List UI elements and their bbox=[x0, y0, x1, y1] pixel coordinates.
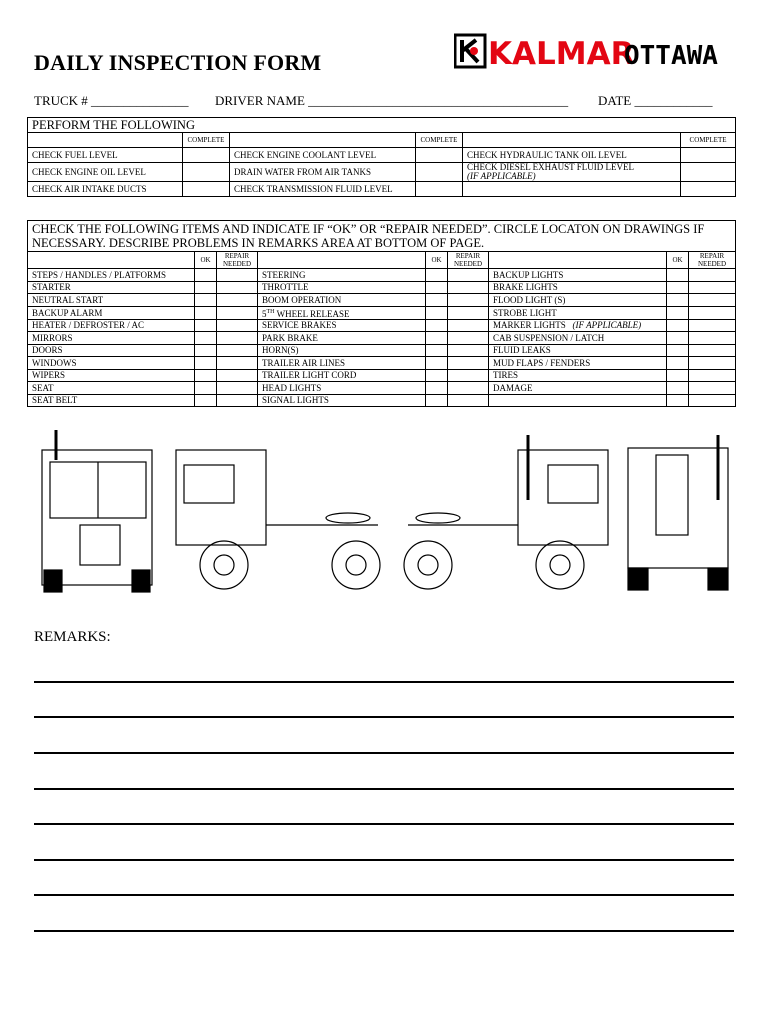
ok-checkbox[interactable] bbox=[667, 394, 689, 407]
ok-checkbox[interactable] bbox=[426, 269, 448, 282]
check-item-label: PARK BRAKE bbox=[258, 332, 426, 345]
ok-checkbox[interactable] bbox=[195, 269, 217, 282]
check-item-label: WIPERS bbox=[28, 369, 195, 382]
repair-checkbox[interactable] bbox=[689, 369, 736, 382]
check-item-label: BOOM OPERATION bbox=[258, 294, 426, 307]
truck-side-view-right bbox=[404, 435, 608, 589]
ok-checkbox[interactable] bbox=[426, 357, 448, 370]
repair-checkbox[interactable] bbox=[217, 344, 258, 357]
remarks-line[interactable] bbox=[34, 930, 734, 932]
repair-needed-header: REPAIR NEEDED bbox=[689, 252, 736, 269]
repair-checkbox[interactable] bbox=[448, 269, 489, 282]
task-label: CHECK TRANSMISSION FLUID LEVEL bbox=[230, 182, 416, 197]
ok-checkbox[interactable] bbox=[667, 269, 689, 282]
check-item-label: HORN(S) bbox=[258, 344, 426, 357]
check-item-label: SIGNAL LIGHTS bbox=[258, 394, 426, 407]
ok-checkbox[interactable] bbox=[667, 319, 689, 332]
complete-checkbox[interactable] bbox=[183, 163, 230, 182]
check-item-label: WINDOWS bbox=[28, 357, 195, 370]
ok-header: OK bbox=[195, 252, 217, 269]
repair-checkbox[interactable] bbox=[217, 332, 258, 345]
repair-checkbox[interactable] bbox=[448, 357, 489, 370]
check-item-label: STEPS / HANDLES / PLATFORMS bbox=[28, 269, 195, 282]
check-item-label: BACKUP LIGHTS bbox=[489, 269, 667, 282]
repair-checkbox[interactable] bbox=[689, 357, 736, 370]
complete-header: COMPLETE bbox=[416, 133, 463, 148]
check-item-label: SERVICE BRAKES bbox=[258, 319, 426, 332]
check-item-label: 5TH WHEEL RELEASE bbox=[258, 306, 426, 319]
repair-checkbox[interactable] bbox=[448, 306, 489, 319]
ok-checkbox[interactable] bbox=[195, 294, 217, 307]
repair-checkbox[interactable] bbox=[448, 344, 489, 357]
remarks-line[interactable] bbox=[34, 788, 734, 790]
truck-side-view-left bbox=[176, 450, 380, 589]
repair-checkbox[interactable] bbox=[448, 382, 489, 395]
remarks-line[interactable] bbox=[34, 859, 734, 861]
check-item-label: MIRRORS bbox=[28, 332, 195, 345]
remarks-line[interactable] bbox=[34, 894, 734, 896]
task-label: CHECK AIR INTAKE DUCTS bbox=[28, 182, 183, 197]
check-item-label: DOORS bbox=[28, 344, 195, 357]
ok-checkbox[interactable] bbox=[195, 344, 217, 357]
form-title: DAILY INSPECTION FORM bbox=[34, 50, 322, 75]
ok-checkbox[interactable] bbox=[195, 332, 217, 345]
complete-header: COMPLETE bbox=[681, 133, 736, 148]
logo-brand: KALMAR bbox=[488, 36, 635, 72]
repair-checkbox[interactable] bbox=[217, 319, 258, 332]
repair-checkbox[interactable] bbox=[689, 344, 736, 357]
ok-checkbox[interactable] bbox=[667, 369, 689, 382]
check-item-label: DAMAGE bbox=[489, 382, 667, 395]
ok-checkbox[interactable] bbox=[667, 281, 689, 294]
table-row bbox=[28, 369, 736, 382]
repair-checkbox[interactable] bbox=[217, 306, 258, 319]
complete-checkbox[interactable] bbox=[681, 163, 736, 182]
task-label: CHECK ENGINE COOLANT LEVEL bbox=[230, 148, 416, 163]
remarks-line[interactable] bbox=[34, 823, 734, 825]
remarks-label: REMARKS: bbox=[34, 629, 111, 645]
complete-checkbox[interactable] bbox=[416, 163, 463, 182]
check-item-label: TRAILER AIR LINES bbox=[258, 357, 426, 370]
ok-header: OK bbox=[667, 252, 689, 269]
check-item-label: BRAKE LIGHTS bbox=[489, 281, 667, 294]
kalmar-logo bbox=[454, 32, 720, 72]
date-field[interactable]: DATE ____________ bbox=[598, 93, 713, 108]
repair-checkbox[interactable] bbox=[689, 319, 736, 332]
ok-checkbox[interactable] bbox=[667, 344, 689, 357]
repair-checkbox[interactable] bbox=[217, 269, 258, 282]
ok-checkbox[interactable] bbox=[426, 294, 448, 307]
check-item-label: HEAD LIGHTS bbox=[258, 382, 426, 395]
check-item-label: STARTER bbox=[28, 281, 195, 294]
table-row bbox=[28, 294, 736, 307]
table-row bbox=[28, 148, 736, 163]
repair-checkbox[interactable] bbox=[217, 369, 258, 382]
check-item-label: BACKUP ALARM bbox=[28, 306, 195, 319]
task-label: CHECK DIESEL EXHAUST FLUID LEVEL (IF APPLICABLE) bbox=[463, 163, 681, 182]
task-label: CHECK ENGINE OIL LEVEL bbox=[28, 163, 183, 182]
check-item-label: HEATER / DEFROSTER / AC bbox=[28, 319, 195, 332]
complete-checkbox[interactable] bbox=[183, 182, 230, 197]
ok-checkbox[interactable] bbox=[426, 394, 448, 407]
repair-checkbox[interactable] bbox=[689, 306, 736, 319]
remarks-line[interactable] bbox=[34, 681, 734, 683]
check-item-label: CAB SUSPENSION / LATCH bbox=[489, 332, 667, 345]
table-row bbox=[28, 382, 736, 395]
check-item-label: SEAT bbox=[28, 382, 195, 395]
check-item-label: NEUTRAL START bbox=[28, 294, 195, 307]
check-item-label: MUD FLAPS / FENDERS bbox=[489, 357, 667, 370]
complete-checkbox[interactable] bbox=[183, 148, 230, 163]
repair-checkbox[interactable] bbox=[689, 281, 736, 294]
table-row bbox=[28, 182, 736, 197]
ok-checkbox[interactable] bbox=[426, 332, 448, 345]
perform-table bbox=[27, 117, 736, 197]
complete-checkbox[interactable] bbox=[416, 148, 463, 163]
check-item-label: TIRES bbox=[489, 369, 667, 382]
complete-checkbox[interactable] bbox=[681, 148, 736, 163]
repair-checkbox[interactable] bbox=[689, 294, 736, 307]
check-item-label: STEERING bbox=[258, 269, 426, 282]
table-row bbox=[28, 332, 736, 345]
ok-checkbox[interactable] bbox=[195, 306, 217, 319]
ok-checkbox[interactable] bbox=[426, 369, 448, 382]
repair-checkbox[interactable] bbox=[448, 332, 489, 345]
remarks-line[interactable] bbox=[34, 716, 734, 718]
repair-checkbox[interactable] bbox=[217, 294, 258, 307]
task-label: DRAIN WATER FROM AIR TANKS bbox=[230, 163, 416, 182]
repair-checkbox[interactable] bbox=[448, 294, 489, 307]
repair-checkbox[interactable] bbox=[689, 269, 736, 282]
ok-checkbox[interactable] bbox=[195, 357, 217, 370]
ok-checkbox[interactable] bbox=[667, 332, 689, 345]
check-item-label: FLOOD LIGHT (S) bbox=[489, 294, 667, 307]
remarks-line[interactable] bbox=[34, 752, 734, 754]
repair-checkbox[interactable] bbox=[689, 382, 736, 395]
check-items-table bbox=[27, 220, 736, 407]
repair-checkbox[interactable] bbox=[217, 281, 258, 294]
check-heading: CHECK THE FOLLOWING ITEMS AND INDICATE IF “OK” OR “REPAIR NEEDED”. CIRCLE LOCATON ON DRAWINGS IF NECESSARY. DESCRIBE PROBLEMS IN REMARKS AREA AT BOTTOM OF PAGE. bbox=[28, 221, 736, 252]
table-row bbox=[28, 269, 736, 282]
table-row bbox=[28, 319, 736, 332]
task-label bbox=[463, 182, 681, 197]
ok-checkbox[interactable] bbox=[426, 319, 448, 332]
ok-checkbox[interactable] bbox=[195, 369, 217, 382]
ok-checkbox[interactable] bbox=[195, 319, 217, 332]
repair-checkbox[interactable] bbox=[689, 332, 736, 345]
ok-checkbox[interactable] bbox=[667, 294, 689, 307]
check-item-label bbox=[489, 394, 667, 407]
repair-checkbox[interactable] bbox=[689, 394, 736, 407]
perform-heading: PERFORM THE FOLLOWING bbox=[28, 118, 736, 133]
check-item-label: STROBE LIGHT bbox=[489, 306, 667, 319]
repair-checkbox[interactable] bbox=[217, 394, 258, 407]
complete-header: COMPLETE bbox=[183, 133, 230, 148]
ok-checkbox[interactable] bbox=[667, 382, 689, 395]
table-row bbox=[28, 344, 736, 357]
table-row bbox=[28, 306, 736, 319]
truck-drawings bbox=[28, 430, 740, 600]
table-row bbox=[28, 163, 736, 182]
table-row bbox=[28, 281, 736, 294]
logo-location: OTTAWA bbox=[624, 41, 718, 71]
driver-name-field[interactable]: DRIVER NAME ________________________________________ bbox=[215, 93, 569, 108]
task-label: CHECK HYDRAULIC TANK OIL LEVEL bbox=[463, 148, 681, 163]
truck-rear-view bbox=[628, 435, 728, 590]
repair-checkbox[interactable] bbox=[217, 382, 258, 395]
check-item-label: SEAT BELT bbox=[28, 394, 195, 407]
repair-checkbox[interactable] bbox=[448, 369, 489, 382]
repair-checkbox[interactable] bbox=[448, 281, 489, 294]
complete-checkbox[interactable] bbox=[416, 182, 463, 197]
ok-checkbox[interactable] bbox=[426, 281, 448, 294]
check-item-label: THROTTLE bbox=[258, 281, 426, 294]
ok-checkbox[interactable] bbox=[195, 394, 217, 407]
ok-checkbox[interactable] bbox=[667, 357, 689, 370]
repair-checkbox[interactable] bbox=[448, 319, 489, 332]
table-row bbox=[28, 357, 736, 370]
repair-needed-header: REPAIR NEEDED bbox=[217, 252, 258, 269]
task-label: CHECK FUEL LEVEL bbox=[28, 148, 183, 163]
complete-checkbox[interactable] bbox=[681, 182, 736, 197]
ok-checkbox[interactable] bbox=[426, 306, 448, 319]
ok-header: OK bbox=[426, 252, 448, 269]
table-row bbox=[28, 394, 736, 407]
truck-front-view bbox=[42, 430, 152, 592]
check-item-label: MARKER LIGHTS (IF APPLICABLE) bbox=[489, 319, 667, 332]
ok-checkbox[interactable] bbox=[667, 306, 689, 319]
check-item-label: TRAILER LIGHT CORD bbox=[258, 369, 426, 382]
repair-checkbox[interactable] bbox=[448, 394, 489, 407]
truck-number-field[interactable]: TRUCK # _______________ bbox=[34, 93, 189, 108]
check-item-label: FLUID LEAKS bbox=[489, 344, 667, 357]
repair-needed-header: REPAIR NEEDED bbox=[448, 252, 489, 269]
ok-checkbox[interactable] bbox=[426, 382, 448, 395]
ok-checkbox[interactable] bbox=[195, 281, 217, 294]
ok-checkbox[interactable] bbox=[426, 344, 448, 357]
repair-checkbox[interactable] bbox=[217, 357, 258, 370]
ok-checkbox[interactable] bbox=[195, 382, 217, 395]
